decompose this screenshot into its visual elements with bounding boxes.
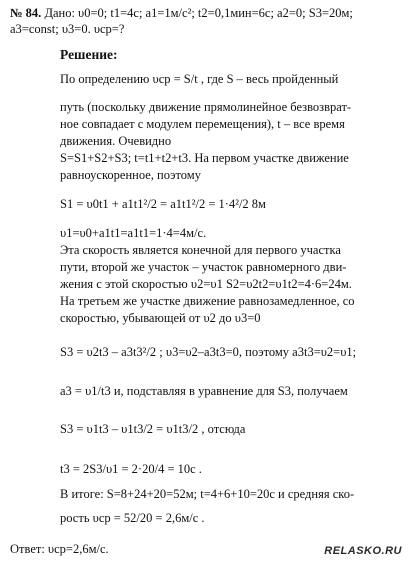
solution-line-10: пути, второй же участок – участок равномерного дви- [60, 260, 347, 274]
solution-line-11: жения с этой скоростью υ2=υ1 S2=υ2t2=υ1t2=4·6=24м. [60, 277, 352, 291]
solution-line-18: В итоге: S=8+24+20=52м; t=4+6+10=20с и средняя ско- [60, 487, 355, 501]
solution-line-5: S=S1+S2+S3; t=t1+t2+t3. На первом участке движение [60, 151, 349, 165]
formula-v-avg: рость υср = 52/20 = 2,6м/с . [60, 511, 205, 525]
problem-number: № 84. [10, 6, 42, 20]
formula-a3: a3 = υ1/t3 и, подставляя в уравнение для S3, получаем [60, 384, 348, 398]
solution-line-12: На третьем же участке движение равнозамедленное, со [60, 294, 355, 308]
answer-line: Ответ: υср=2,6м/с. [10, 542, 109, 556]
site-watermark: RELASKO.RU [324, 545, 402, 557]
solution-line-1: По определению υср = S/t , где S – весь пройденный [60, 72, 339, 86]
given-line-1: Дано: υ0=0; t1=4с; a1=1м/с²; t2=0,1мин=6с; a2=0; S3=20м; [44, 6, 353, 20]
problem-header [10, 6, 353, 20]
formula-s3: S3 = υ2t3 – a3t3²/2 ; υ3=υ2–a3t3=0, поэтому a3t3=υ2=υ1; [60, 345, 357, 359]
solution-line-2: путь (поскольку движение прямолинейное безвозврат- [60, 100, 352, 114]
solution-line-9: Эта скорость является конечной для первого участка [60, 243, 341, 257]
formula-s3-sub: S3 = υ1t3 – υ1t3/2 = υ1t3/2 , отсюда [60, 422, 246, 436]
solution-line-6: равноускоренное, поэтому [60, 168, 201, 182]
solution-heading: Решение: [60, 47, 118, 62]
solution-line-4: движения. Очевидно [60, 134, 172, 148]
given-line-2: a3=const; υ3=0. υср=? [10, 22, 125, 36]
solution-line-13: скоростью, убывающей от υ2 до υ3=0 [60, 311, 261, 325]
formula-s1: S1 = υ0t1 + a1t1²/2 = a1t1²/2 = 1·4²/2 8м [60, 197, 266, 211]
solution-line-8: υ1=υ0+a1t1=a1t1=1·4=4м/с. [60, 226, 207, 240]
formula-t3: t3 = 2S3/υ1 = 2·20/4 = 10с . [60, 462, 202, 476]
solution-line-3: ное совпадает с модулем перемещения), t – все время [60, 117, 345, 131]
